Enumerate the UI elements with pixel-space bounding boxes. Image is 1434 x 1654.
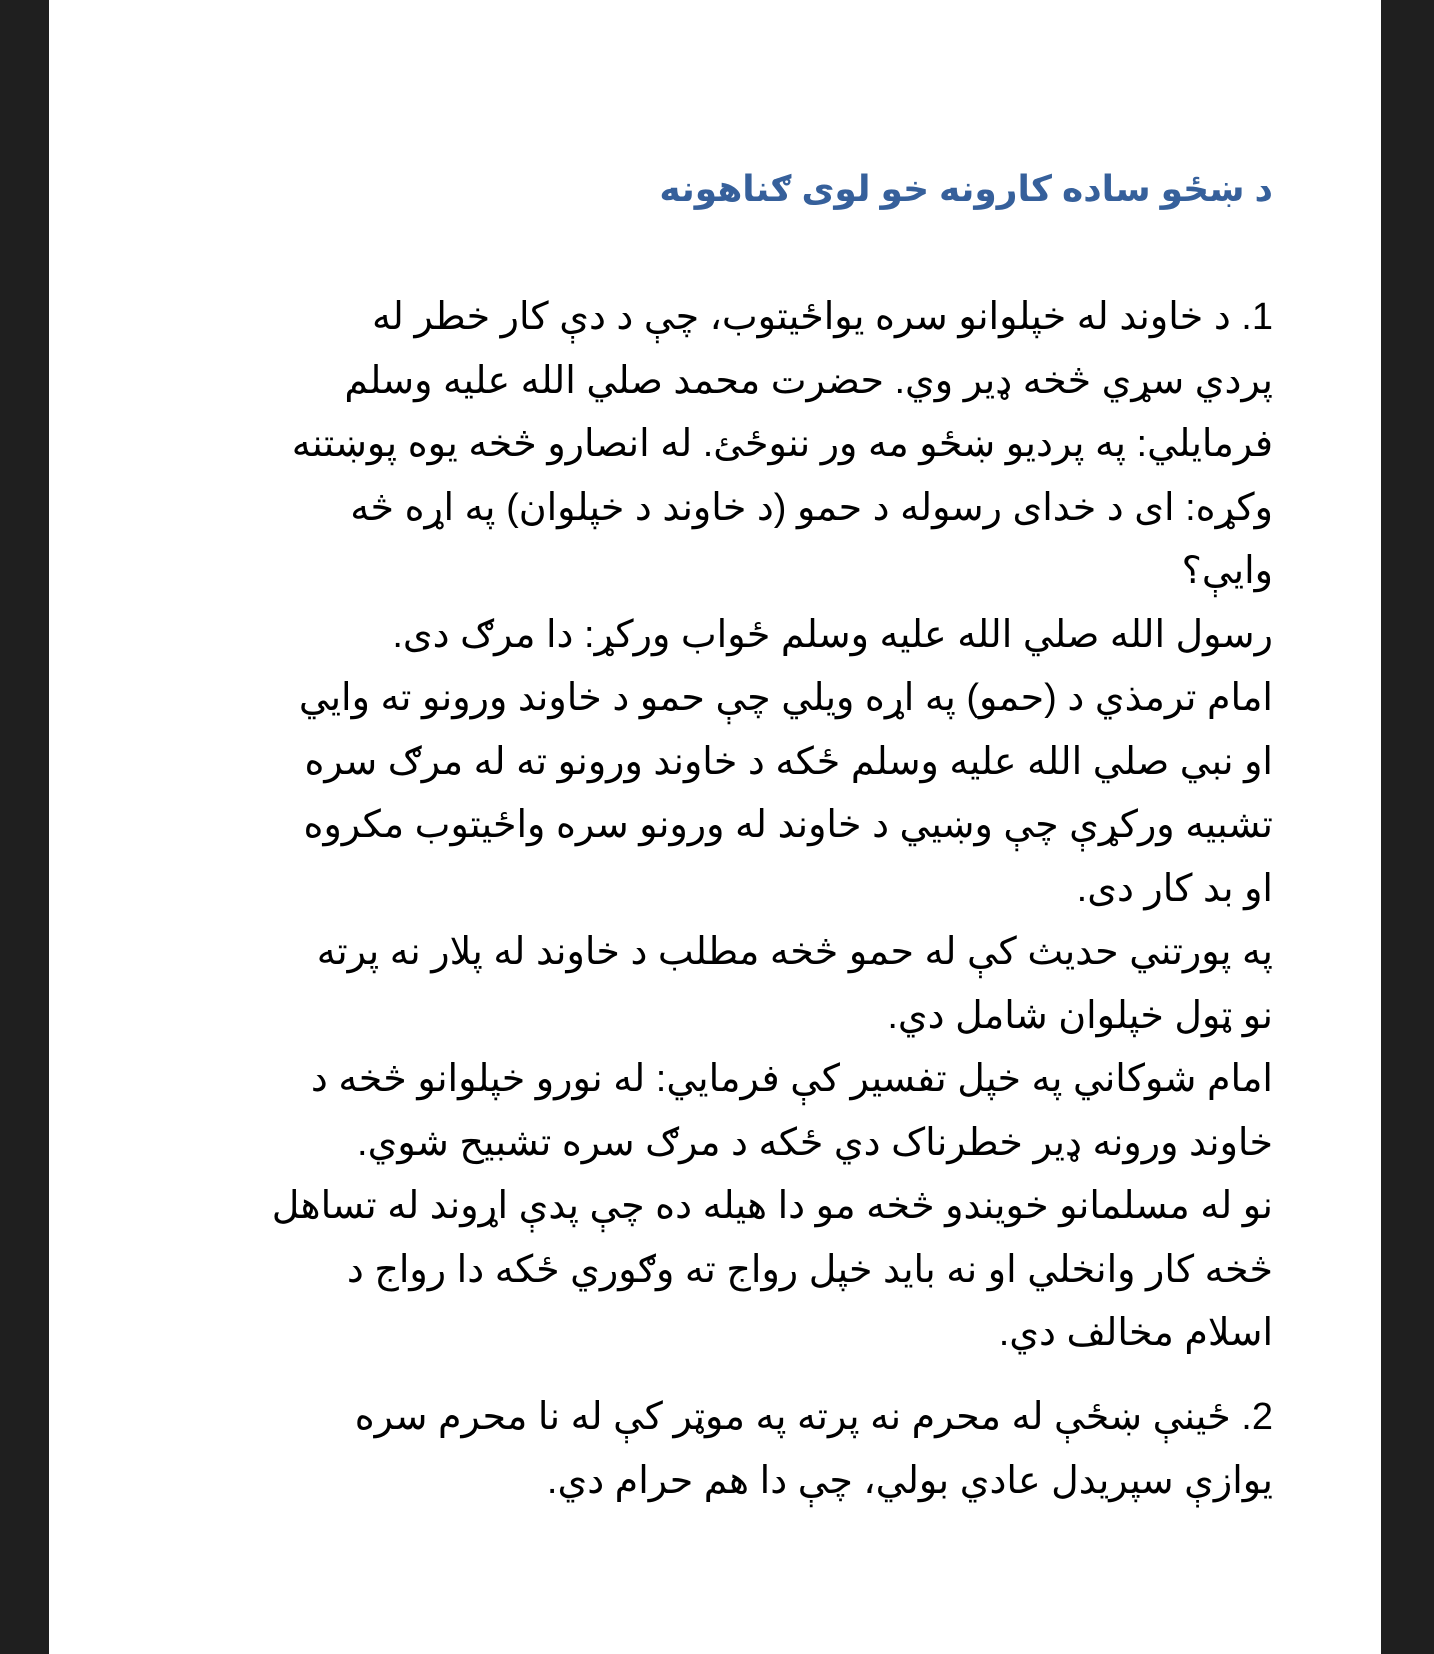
document-page	[49, 0, 1381, 1654]
paragraph-line: فرمایلي: په پردیو ښځو مه ور ننوځئ. له انصارو څخه یوه پوښتنه	[291, 423, 1273, 465]
paragraph-line: پردي سړي څخه ډیر وي. حضرت محمد صلي الله علیه وسلم	[344, 359, 1273, 402]
paragraph-line: وکړه: ای د خدای رسوله د حمو (د خاوند د خپلوان) په اړه څه	[350, 486, 1273, 529]
paragraph-line: او بد کار دی.	[1076, 867, 1273, 910]
paragraph-line: امام شوکاني په خپل تفسیر کې فرمايي: له نورو خپلوانو څخه د	[310, 1058, 1273, 1100]
paragraph-line: 2. ځینې ښځې له محرم نه پرته په موټر کې له نا محرم سره	[354, 1396, 1273, 1438]
section-2	[209, 1386, 1273, 1513]
page-title: د ښځو ساده کارونه خو لوی ګناهونه	[659, 168, 1273, 209]
paragraph-line: خاوند ورونه ډیر خطرناک دي ځکه د مرګ سره تشبیح شوي.	[357, 1121, 1273, 1164]
paragraph-line: په پورتني حدیث کې له حمو څخه مطلب د خاوند له پلار نه پرته	[316, 931, 1273, 973]
paragraph-line: تشبیه ورکړې چې وښیي د خاوند له ورونو سره واځیتوب مکروه	[303, 804, 1273, 846]
paragraph-line: امام ترمذي د (حمو) په اړه ویلي چې حمو د خاوند ورونو ته وایي	[298, 677, 1273, 719]
paragraph-line: رسول الله صلي الله علیه وسلم ځواب ورکړ: دا مرګ دی.	[392, 613, 1273, 656]
paragraph-line: 1. د خاوند له خپلوانو سره یواځیتوب، چې د دې کار خطر له	[371, 296, 1273, 338]
paragraph-line: نو ټول خپلوان شامل دي.	[887, 994, 1273, 1037]
paragraph-line: یوازې سپریدل عادي بولي، چې دا هم حرام دي.	[546, 1459, 1273, 1502]
section-1	[209, 286, 1273, 1366]
paragraph-line: نو له مسلمانو خویندو څخه مو دا هیله ده چې پدې اړوند له تساهل	[271, 1185, 1273, 1227]
paragraph-line: وایې؟	[1181, 550, 1273, 592]
paragraph-line: او نبي صلي الله علیه وسلم ځکه د خاوند ورونو ته له مرګ سره	[304, 740, 1273, 783]
paragraph-line: اسلام مخالف دي.	[998, 1312, 1273, 1354]
paragraph-line: څخه کار وانخلي او نه باید خپل رواج ته وګوري ځکه دا رواج د	[346, 1248, 1273, 1291]
